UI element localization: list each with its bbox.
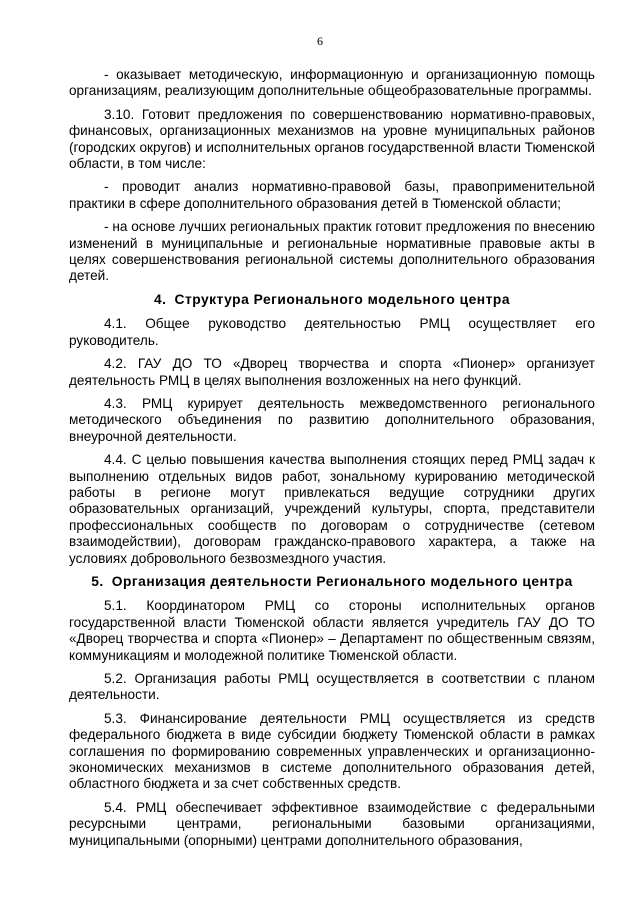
section-title: Организация деятельности Регионального модельного центра: [111, 573, 573, 589]
paragraph: 4.4. С целью повышения качества выполнения стоящих перед РМЦ задач к выполнению отдельных видов работ, зональному курированию методической работы в регионе могут привлекаться ведущие сотрудники других образовательных организаций, учреждений культуры, спорта, представители профессиональных сообществ по договорам о сотрудничестве (сетевом взаимодействии), договорам гражданско-правового характера, а также на условиях добровольного безвозмездного участия.: [69, 452, 595, 566]
paragraph: 3.10. Готовит предложения по совершенствованию нормативно-правовых, финансовых, организационных механизмов на уровне муниципальных районов (городских округов) и исполнительных органов государственной власти Тюменской области, в том числе:: [69, 106, 595, 172]
document-body: [69, 67, 595, 856]
paragraph: - на основе лучших региональных практик готовит предложения по внесению изменений в муниципальные и региональные нормативные правовые акты в целях совершенствования региональной системы дополнительного образования детей.: [69, 219, 595, 284]
section-number: 4.: [154, 291, 167, 307]
paragraph: 5.1. Координатором РМЦ со стороны исполнительных органов государственной власти Тюменской области является учредитель ГАУ ДО ТО «Дворец творчества и спорта «Пионер» – Департамент по общественным связям, коммуникациям и молодежной политике Тюменской области.: [69, 598, 595, 663]
paragraph: 5.3. Финансирование деятельности РМЦ осуществляется из средств федерального бюджета в виде субсидии бюджету Тюменской области в рамках соглашения по формированию современных управленческих и организационно-экономических механизмов в системе дополнительного образования детей, областного бюджета и за счет собственных средств.: [69, 710, 595, 792]
page-number: 6: [317, 34, 323, 48]
paragraph: 5.2. Организация работы РМЦ осуществляется в соответствии с планом деятельности.: [69, 671, 595, 703]
paragraph: - проводит анализ нормативно-правовой базы, правоприменительной практики в сфере дополнительного образования детей в Тюменской области;: [69, 179, 595, 211]
section-title: Структура Регионального модельного центра: [174, 291, 510, 307]
paragraph: 5.4. РМЦ обеспечивает эффективное взаимодействие с федеральными ресурсными центрами, региональными базовыми организациями, муниципальными (опорными) центрами дополнительного образования,: [69, 799, 595, 848]
section-heading: [69, 574, 595, 590]
paragraph: - оказывает методическую, информационную и организационную помощь организациям, реализующим дополнительные общеобразовательные программы.: [69, 67, 595, 99]
section-number: 5.: [91, 573, 104, 589]
paragraph: 4.2. ГАУ ДО ТО «Дворец творчества и спорта «Пионер» организует деятельность РМЦ в целях выполнения возложенных на него функций.: [69, 356, 595, 388]
section-heading: [69, 292, 595, 308]
paragraph: 4.3. РМЦ курирует деятельность межведомственного регионального методического объединения по развитию дополнительного образования, внеурочной деятельности.: [69, 395, 595, 444]
paragraph: 4.1. Общее руководство деятельностью РМЦ осуществляет его руководитель.: [69, 316, 595, 348]
